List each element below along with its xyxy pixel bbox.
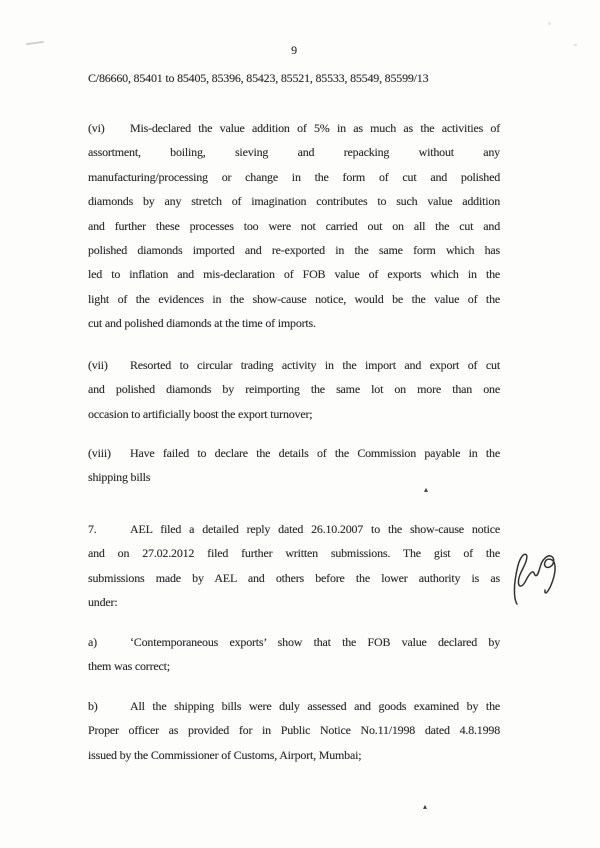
text-line: issued by the Commissioner of Customs, Airport, Mumbai;	[88, 747, 362, 762]
paragraph-vii-label: (vii)	[88, 358, 108, 372]
text-line: polished diamonds imported and re-exported in the same form which has	[88, 243, 500, 258]
text-line: diamonds by any stretch of imagination contributes to such value addition	[88, 194, 500, 209]
text-line: occasion to artificially boost the export turnover;	[88, 406, 313, 421]
text-line: Resorted to circular trading activity in the import and export of cut	[130, 358, 500, 372]
scan-speck	[548, 22, 551, 25]
pencil-mark-artifact	[26, 41, 44, 45]
text-line: led to inflation and mis-declaration of FOB value of exports which in the	[88, 267, 500, 282]
paragraph-b-label: b)	[88, 699, 98, 713]
paragraph-7-label: 7.	[88, 522, 97, 536]
scan-speck	[574, 44, 577, 46]
text-line: Have failed to declare the details of the Commission payable in the	[130, 446, 500, 460]
handwritten-signature-mark	[503, 543, 559, 608]
text-line: Mis-declared the value addition of 5% in as much as the activities of	[130, 121, 500, 135]
paragraph-a	[88, 630, 500, 679]
text-line: them was correct;	[88, 659, 170, 674]
text-line: and on 27.02.2012 filed further written submissions. The gist of the	[88, 546, 500, 561]
paragraph-viii	[88, 441, 500, 490]
paragraph-vi-label: (vi)	[88, 121, 105, 135]
case-number-text: C/86660, 85401 to 85405, 85396, 85423, 85521, 85533, 85549, 85599/13	[88, 71, 429, 85]
text-column	[88, 0, 500, 848]
paragraph-b	[88, 694, 500, 767]
text-line: ‘Contemporaneous exports’ show that the FOB value declared by	[130, 635, 500, 649]
triangle-speck-icon: ▴	[423, 802, 427, 811]
paragraph-7	[88, 517, 500, 615]
text-line: and further these processes too were not carried out on all the cut and	[88, 218, 500, 233]
text-line: manufacturing/processing or change in the form of cut and polished	[88, 169, 500, 184]
page-number-text: 9	[291, 43, 297, 57]
text-line: submissions made by AEL and others before the lower authority is as	[88, 570, 500, 585]
page-number	[88, 38, 500, 62]
text-line: assortment, boiling, sieving and repacking without any	[88, 145, 500, 160]
text-line: cut and polished diamonds at the time of imports.	[88, 316, 316, 331]
text-line: and polished diamonds by reimporting the same lot on more than one	[88, 382, 500, 397]
text-line: under:	[88, 595, 118, 610]
triangle-speck-icon: ▴	[424, 485, 428, 494]
text-line: shipping bills	[88, 470, 151, 485]
case-number-header	[88, 66, 500, 90]
text-line: Proper officer as provided for in Public Notice No.11/1998 dated 4.8.1998	[88, 723, 500, 738]
paragraph-viii-label: (viii)	[88, 446, 111, 460]
paragraph-vii	[88, 353, 500, 426]
text-line: AEL filed a detailed reply dated 26.10.2007 to the show-cause notice	[130, 522, 500, 536]
text-line: light of the evidences in the show-cause notice, would be the value of the	[88, 291, 500, 306]
text-line: All the shipping bills were duly assessed and goods examined by the	[130, 699, 500, 713]
paragraph-vi	[88, 116, 500, 336]
paragraph-a-label: a)	[88, 635, 97, 649]
